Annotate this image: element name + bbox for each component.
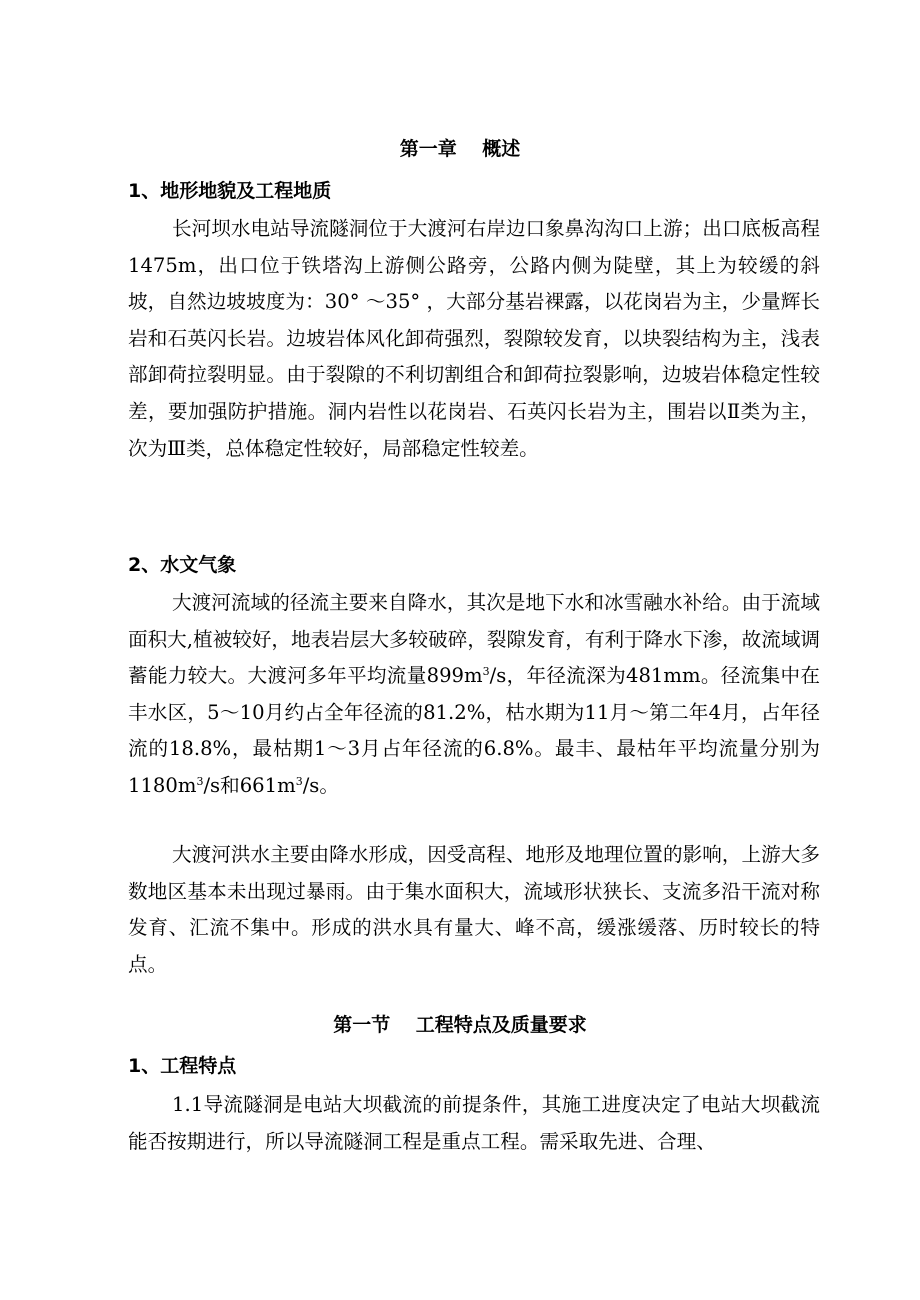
section-heading-hydrology: 2、水文气象 [128,554,237,576]
chapter-title: 第一章 概述 [399,138,521,160]
section-title: 第一节 工程特点及质量要求 [333,1014,587,1036]
runoff-text-1: 大渡河流域的径流主要来自降水，其次是地下水和冰雪融水补给。由于流域面积大,植被较好，地表岩层大多较破碎，裂隙发育，有利于降水下渗，故流域调蓄能力较大。大渡河多年平均流量899m [128,591,821,688]
section-heading-project-features: 1、工程特点 [128,1055,237,1077]
paragraph-project-features: 1.1导流隧洞是电站大坝截流的前提条件，其施工进度决定了电站大坝截流能否按期进行，所以导流隧洞工程是重点工程。需采取先进、合理、 [128,1093,820,1153]
runoff-text-3: /s和661m [203,773,296,797]
superscript-3: 3 [295,774,303,788]
superscript-3: 3 [482,665,490,679]
superscript-3: 3 [196,774,204,788]
paragraph-flood: 大渡河洪水主要由降水形成，因受高程、地形及地理位置的影响，上游大多数地区基本未出现过暴雨。由于集水面积大，流域形状狭长、支流多沿干流对称发育、汇流不集中。形成的洪水具有量大、峰不高，缓涨缓落、历时较长的特点。 [128,843,820,976]
runoff-text-2: /s，年径流深为481mm。径流集中在丰水区，5～10月约占全年径流的81.2%，枯水期为11月～第二年4月，占年径流的18.8%，最枯期1～3月占年径流的6.8%。最丰、最枯年平均流量分别为1180m [128,664,821,797]
paragraph-terrain-geology: 长河坝水电站导流隧洞位于大渡河右岸边口象鼻沟沟口上游；出口底板高程1475m，出口位于铁塔沟上游侧公路旁，公路内侧为陡壁，其上为较缓的斜坡，自然边坡坡度为：30° ～35° ，大部分基岩裸露，以花岗岩为主，少量辉长岩和石英闪长岩。边坡岩体风化卸荷强烈，裂隙较发育，以块裂结构为主，浅表部卸荷拉裂明显。由于裂隙的不利切割组合和卸荷拉裂影响，边坡岩体稳定性较差，要加强防护措施。洞内岩性以花岗岩、石英闪长岩为主，围岩以Ⅱ类为主，次为Ⅲ类，总体稳定性较好，局部稳定性较差。 [128,217,820,460]
paragraph-runoff [128,585,820,805]
runoff-text-4: /s。 [302,773,339,797]
section-heading-terrain-geology: 1、地形地貌及工程地质 [128,180,332,202]
